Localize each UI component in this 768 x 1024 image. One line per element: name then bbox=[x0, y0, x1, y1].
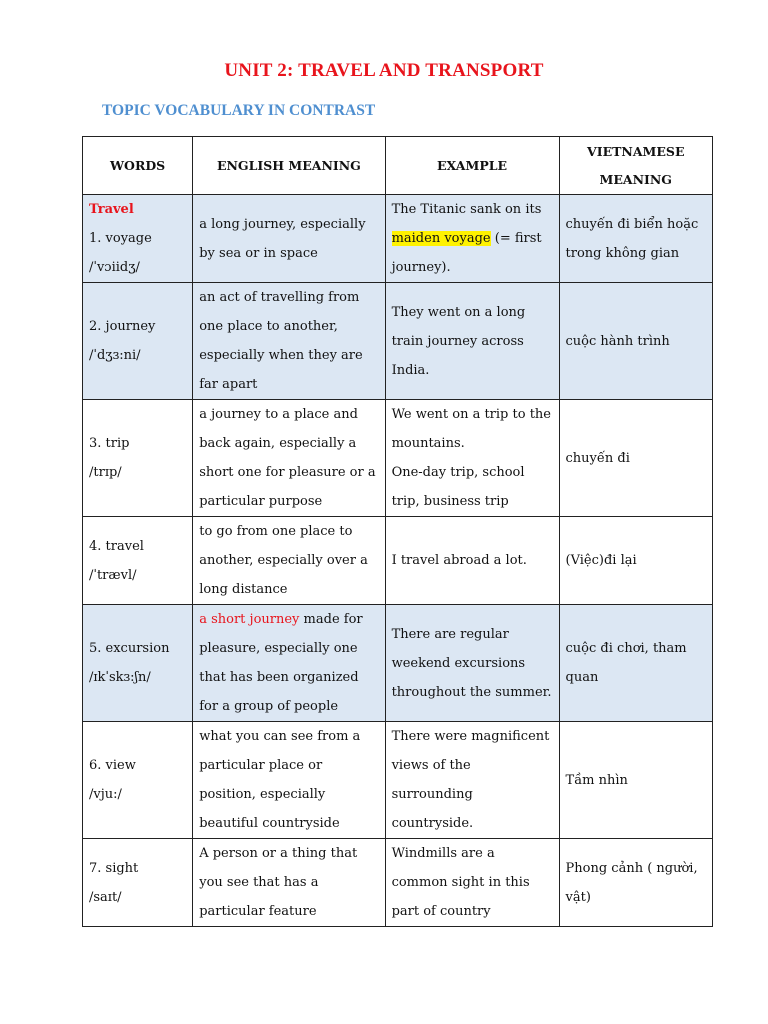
word-cell bbox=[83, 722, 193, 839]
english-meaning-cell: what you can see from a particular place or position, especially beautiful countryside bbox=[193, 722, 385, 839]
phonetic: /ɪkˈskɜ:ʃn/ bbox=[89, 670, 151, 685]
word: 4. travel bbox=[89, 538, 144, 554]
header-vietnamese-line2: MEANING bbox=[599, 171, 672, 187]
word-cell bbox=[83, 283, 193, 400]
category-label: Travel bbox=[89, 202, 134, 217]
unit-title: UNIT 2: TRAVEL AND TRANSPORT bbox=[224, 60, 544, 81]
vietnamese-meaning-cell: Phong cảnh ( người, vật) bbox=[559, 839, 712, 927]
english-meaning-cell: to go from one place to another, especially over a long distance bbox=[193, 517, 385, 605]
word: 7. sight bbox=[89, 860, 139, 876]
vietnamese-meaning-cell: cuộc hành trình bbox=[559, 283, 712, 400]
header-example: EXAMPLE bbox=[385, 137, 559, 195]
phonetic: /saɪt/ bbox=[89, 889, 122, 905]
vietnamese-meaning-cell: (Việc)đi lại bbox=[559, 517, 712, 605]
english-meaning-cell: a journey to a place and back again, especially a short one for pleasure or a particular purpose bbox=[193, 400, 385, 517]
vietnamese-meaning-cell: Tầm nhìn bbox=[559, 722, 712, 839]
word-cell bbox=[83, 195, 193, 283]
example-cell: There were magnificent views of the surrounding countryside. bbox=[385, 722, 559, 839]
table-header-row bbox=[83, 137, 713, 195]
vietnamese-meaning-cell: chuyến đi bbox=[559, 400, 712, 517]
example-cell: I travel abroad a lot. bbox=[385, 517, 559, 605]
vietnamese-meaning-cell: chuyến đi biển hoặc trong không gian bbox=[559, 195, 712, 283]
meaning-text: made for pleasure, especially one that has been organized for a group of people bbox=[199, 612, 363, 714]
english-meaning-cell bbox=[193, 605, 385, 722]
phonetic: /ˈdʒɜ:ni/ bbox=[89, 348, 141, 363]
header-english-meaning: ENGLISH MEANING bbox=[193, 137, 385, 195]
english-meaning-cell: a long journey, especially by sea or in space bbox=[193, 195, 385, 283]
header-vietnamese-meaning bbox=[559, 137, 712, 195]
table-row bbox=[83, 517, 713, 605]
example-cell: Windmills are a common sight in this part of country bbox=[385, 839, 559, 927]
table-row bbox=[83, 195, 713, 283]
table-row bbox=[83, 839, 713, 927]
example-text-2: One-day trip, school trip, business trip bbox=[391, 465, 525, 509]
word: 1. voyage bbox=[89, 231, 152, 246]
word-cell bbox=[83, 517, 193, 605]
example-text: The Titanic sank on its bbox=[391, 202, 542, 217]
word: 5. excursion bbox=[89, 641, 170, 656]
phonetic: /trɪp/ bbox=[89, 465, 122, 480]
phonetic: /ˈvɔiidʒ/ bbox=[89, 260, 140, 275]
word-cell bbox=[83, 839, 193, 927]
example-text: We went on a trip to the mountains. bbox=[391, 407, 551, 451]
english-meaning-cell: A person or a thing that you see that has a particular feature bbox=[193, 839, 385, 927]
word: 2. journey bbox=[89, 319, 156, 334]
header-vietnamese-line1: VIETNAMESE bbox=[587, 143, 685, 159]
phonetic: /vju:/ bbox=[89, 787, 122, 802]
word-cell bbox=[83, 605, 193, 722]
word-cell bbox=[83, 400, 193, 517]
topic-subtitle: TOPIC VOCABULARY IN CONTRAST bbox=[102, 102, 376, 119]
example-cell bbox=[385, 400, 559, 517]
example-cell: They went on a long train journey across India. bbox=[385, 283, 559, 400]
vietnamese-meaning-cell: cuộc đi chơi, tham quan bbox=[559, 605, 712, 722]
header-words: WORDS bbox=[83, 137, 193, 195]
example-text-end: (= first journey). bbox=[391, 231, 542, 275]
highlighted-phrase: maiden voyage bbox=[391, 231, 491, 246]
table-row bbox=[83, 605, 713, 722]
highlighted-phrase: a short journey bbox=[199, 612, 300, 627]
table-row bbox=[83, 400, 713, 517]
phonetic: /ˈtrævl/ bbox=[89, 567, 137, 583]
example-cell bbox=[385, 195, 559, 283]
example-cell: There are regular weekend excursions throughout the summer. bbox=[385, 605, 559, 722]
vocabulary-table bbox=[82, 136, 713, 927]
english-meaning-cell: an act of travelling from one place to another, especially when they are far apart bbox=[193, 283, 385, 400]
word: 3. trip bbox=[89, 436, 130, 451]
table-row bbox=[83, 283, 713, 400]
word: 6. view bbox=[89, 758, 136, 773]
table-row bbox=[83, 722, 713, 839]
